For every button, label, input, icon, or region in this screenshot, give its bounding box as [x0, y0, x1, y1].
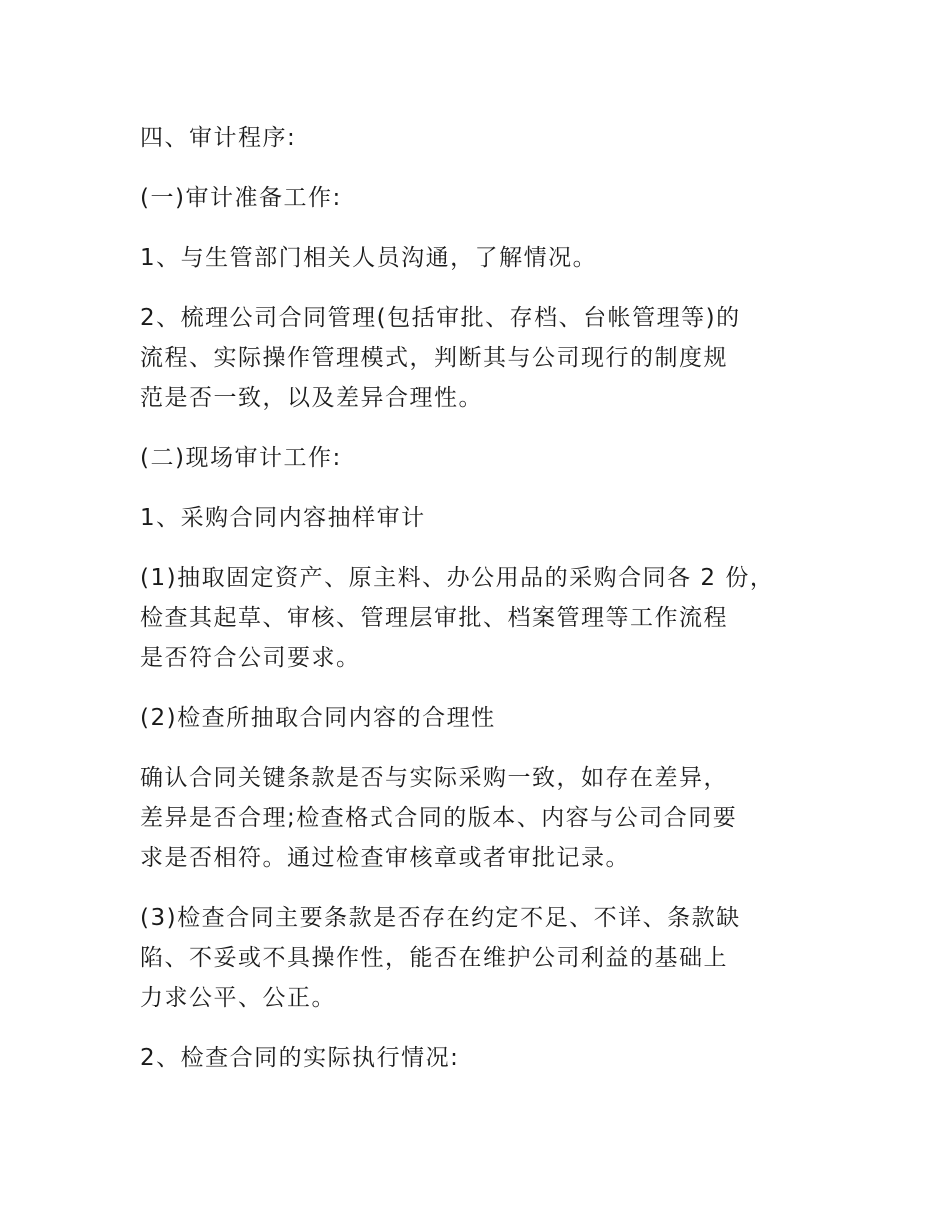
text-line: (3)检查合同主要条款是否存在约定不足、不详、条款缺	[140, 905, 741, 931]
section-heading	[140, 118, 840, 158]
text-line: 求是否相符。通过检查审核章或者审批记录。	[140, 845, 630, 871]
text-line: 四、审计程序:	[140, 125, 297, 151]
list-item	[140, 1038, 840, 1078]
subsection-heading	[140, 178, 840, 218]
list-item	[140, 238, 840, 278]
text-line: 2、梳理公司合同管理(包括审批、存档、台帐管理等)的	[140, 305, 741, 331]
text-line: (一)审计准备工作:	[140, 185, 342, 211]
list-item	[140, 298, 840, 418]
text-line: 是否符合公司要求。	[140, 645, 361, 671]
text-line: 流程、实际操作管理模式，判断其与公司现行的制度规	[140, 345, 728, 371]
text-line: 差异是否合理;检查格式合同的版本、内容与公司合同要	[140, 805, 738, 831]
list-item	[140, 898, 840, 1018]
list-item	[140, 698, 840, 738]
text-line: 范是否一致，以及差异合理性。	[140, 385, 483, 411]
body-paragraph	[140, 758, 840, 878]
text-line: (1)抽取固定资产、原主料、办公用品的采购合同各 2 份，	[140, 565, 775, 591]
text-line: 力求公平、公正。	[140, 985, 336, 1011]
subsection-heading	[140, 438, 840, 478]
text-line: 1、与生管部门相关人员沟通，了解情况。	[140, 245, 598, 271]
text-line: 检查其起草、审核、管理层审批、档案管理等工作流程	[140, 605, 728, 631]
text-line: 陷、不妥或不具操作性，能否在维护公司利益的基础上	[140, 945, 728, 971]
text-line: 确认合同关键条款是否与实际采购一致，如存在差异，	[140, 765, 728, 791]
list-item	[140, 558, 840, 678]
text-line: (2)检查所抽取合同内容的合理性	[140, 705, 496, 731]
list-item	[140, 498, 840, 538]
text-line: (二)现场审计工作:	[140, 445, 342, 471]
text-line: 2、检查合同的实际执行情况:	[140, 1045, 460, 1071]
text-line: 1、采购合同内容抽样审计	[140, 505, 426, 531]
